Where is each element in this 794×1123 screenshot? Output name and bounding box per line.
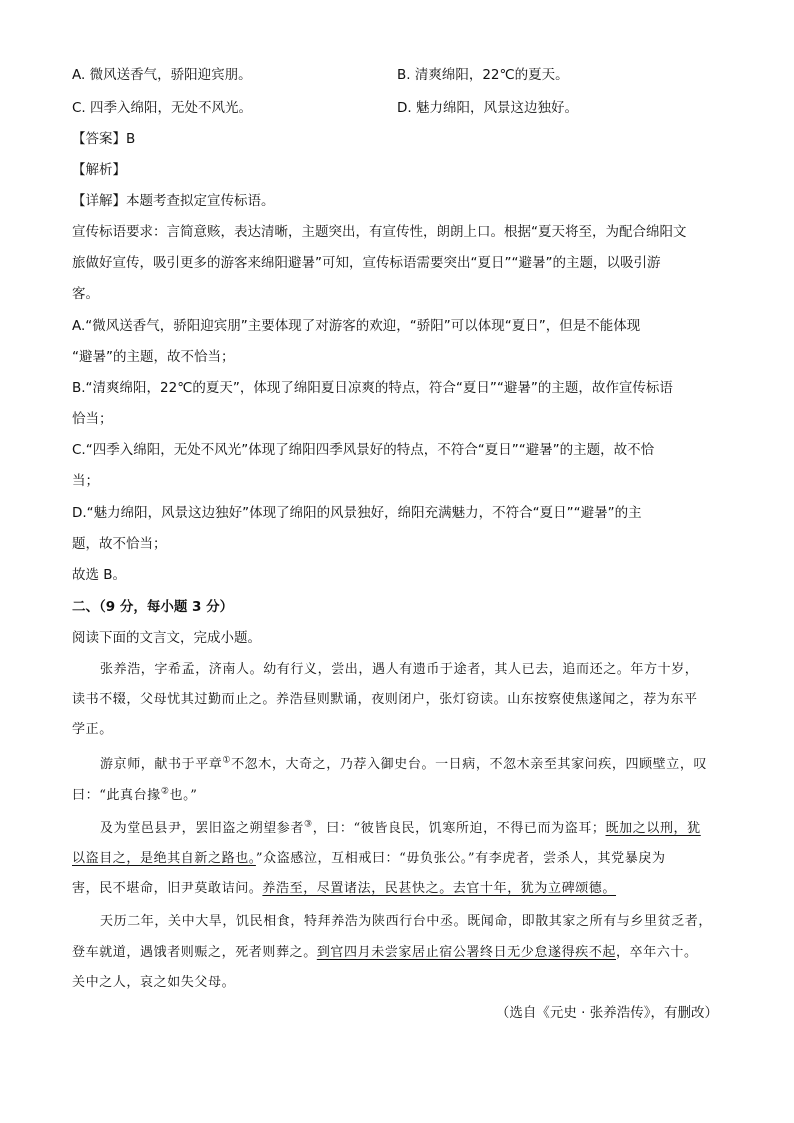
passage-text: 也。” xyxy=(169,788,198,803)
detail-line: 故选 B。 xyxy=(72,567,127,583)
passage-line xyxy=(100,819,701,839)
section-heading: 二、（9 分，每小题 3 分） xyxy=(72,599,234,615)
detail-line: 宣传标语要求：言简意赅，表达清晰，主题突出，有宣传性，朗朗上口。根据“夏天将至，为配合绵阳文 xyxy=(72,224,687,240)
detail-line: A.“微风送香气，骄阳迎宾朋”主要体现了对游客的欢迎，“骄阳”可以体现“夏日”，但是不能体现 xyxy=(72,318,641,334)
passage-text: ，卒年六十。 xyxy=(616,945,698,960)
source-citation: （选自《元史 · 张养浩传》，有删改） xyxy=(495,1005,718,1021)
passage-line: 关中之人，哀之如失父母。 xyxy=(72,975,236,990)
passage-text: 游京师，献书于平章 xyxy=(100,757,223,772)
passage-line xyxy=(100,755,707,775)
option-a: A. 微风送香气，骄阳迎宾朋。 xyxy=(72,67,252,83)
detail-line: 题，故不恰当； xyxy=(72,536,167,552)
passage-text: 登车就道，遇饿者则赈之，死者则葬之。 xyxy=(72,945,317,960)
option-b: B. 清爽绵阳，22℃的夏天。 xyxy=(397,67,569,83)
footnote-marker: ③ xyxy=(304,819,313,830)
passage-line xyxy=(72,943,698,963)
underlined-sentence: 既加之以刑，犹 xyxy=(605,821,701,836)
passage-text: ，曰：“彼皆良民，饥寒所迫，不得已而为盗耳； xyxy=(312,821,606,836)
footnote-marker: ② xyxy=(160,786,170,797)
detail-line: B.“清爽绵阳，22℃的夏天”，体现了绵阳夏日凉爽的特点，符合“夏日”“避暑”的主题，故作宣传标语 xyxy=(72,380,673,396)
detail-line: D.“魅力绵阳，风景这边独好”体现了绵阳的风景独好，绵阳充满魅力，不符合“夏日”“避暑”的主 xyxy=(72,505,642,521)
detail-line: C.“四季入绵阳，无处不风光”体现了绵阳四季风景好的特点，不符合“夏日”“避暑”的主题，故不恰 xyxy=(72,442,655,458)
underlined-sentence: 到官四月未尝家居止宿公署终日无少怠遂得疾不起 xyxy=(316,945,617,960)
footnote-marker: ① xyxy=(222,755,232,766)
analysis-label: 【解析】 xyxy=(72,162,126,178)
passage-text: ”众盗感泣，互相戒曰：“毋负张公。”有李虎者，尝杀人，其党暴戾为 xyxy=(255,851,666,866)
passage-line xyxy=(72,786,197,806)
option-d: D. 魅力绵阳，风景这边独好。 xyxy=(397,100,578,116)
section-instruction: 阅读下面的文言文，完成小题。 xyxy=(72,630,261,646)
detail-line: “避暑”的主题，故不恰当； xyxy=(72,349,235,365)
passage-text: 害，民不堪命，旧尹莫敢诘问。 xyxy=(72,881,263,896)
passage-line: 张养浩，字希孟，济南人。幼有行义，尝出，遇人有遗币于途者，其人已去，追而还之。年方十岁， xyxy=(100,662,699,677)
detail-line: 旅做好宣传，吸引更多的游客来绵阳避暑”可知，宣传标语需要突出“夏日”“避暑”的主题，以吸引游 xyxy=(72,255,661,271)
passage-line: 天历二年，关中大旱，饥民相食，特拜养浩为陕西行台中丞。既闻命，即散其家之所有与乡里贫乏者， xyxy=(100,914,713,929)
passage-text: 及为堂邑县尹，罢旧盗之朔望参者 xyxy=(100,821,305,836)
detail-line: 恰当； xyxy=(72,411,113,427)
passage-line: 读书不辍，父母忧其过勤而止之。养浩昼则默诵，夜则闭户，张灯窃读。山东按察使焦遂闻之，荐为东平 xyxy=(72,692,698,707)
detail-line: 【详解】本题考查拟定宣传标语。 xyxy=(72,193,275,209)
passage-line xyxy=(72,879,616,899)
passage-line xyxy=(72,849,666,869)
underlined-sentence: 以盗目之，是绝其自新之路也。 xyxy=(72,851,256,866)
answer-line: 【答案】B xyxy=(72,131,136,147)
detail-line: 当； xyxy=(72,473,99,489)
option-c: C. 四季入绵阳，无处不风光。 xyxy=(72,100,253,116)
passage-text: 曰：“此真台掾 xyxy=(72,788,161,803)
passage-text: 不忽木，大奇之，乃荐入御史台。一日病，不忽木亲至其家问疾，四顾壁立，叹 xyxy=(231,757,708,772)
underlined-sentence: 养浩至，尽置诸法，民甚快之。去官十年，犹为立碑颂德。 xyxy=(262,881,617,896)
detail-line: 客。 xyxy=(72,286,99,302)
passage-line: 学正。 xyxy=(72,722,113,737)
